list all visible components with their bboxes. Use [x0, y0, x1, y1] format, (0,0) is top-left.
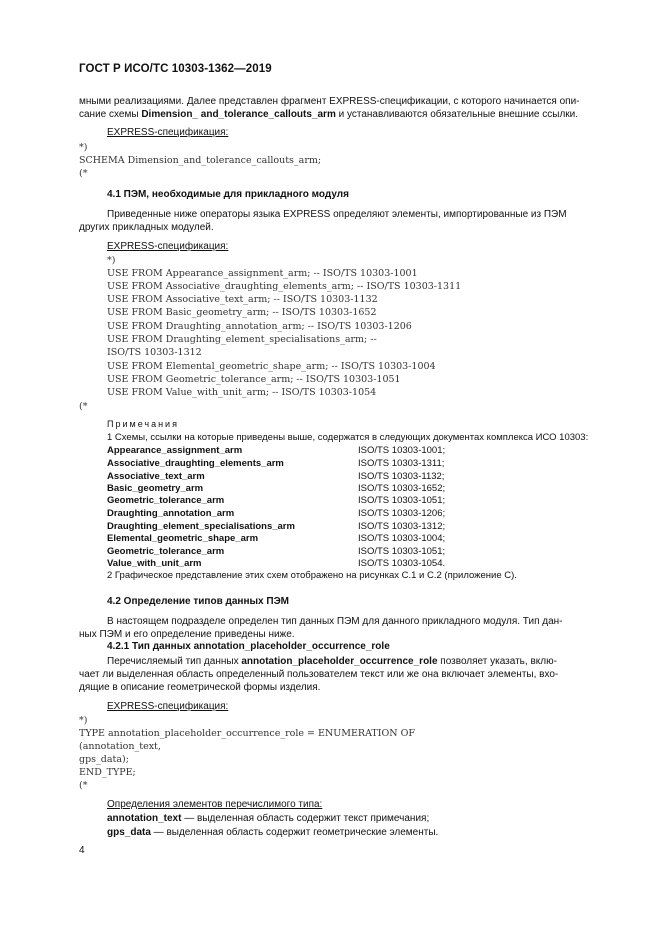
notes-title: Примечания [107, 419, 179, 429]
definition-item [107, 826, 438, 839]
paragraph-line: Приведенные ниже операторы языка EXPRESS определяют элементы, импортированные из ПЭМ [107, 209, 567, 220]
note-schema-doc: ISO/TS 10303-1206; [358, 508, 446, 519]
note-2: 2 Графическое представление этих схем отображено на рисунках C.1 и C.2 (приложение С). [107, 570, 517, 581]
code-line: *) [79, 142, 88, 153]
note-schema-doc: ISO/TS 10303-1004; [358, 533, 446, 544]
paragraph-line: ных ПЭМ и его определение приведены ниже. [79, 629, 295, 640]
paragraph-line: В настоящем подразделе определен тип данных ПЭМ для данного прикладного модуля. Тип дан- [107, 616, 563, 627]
use-statement: USE FROM Geometric_tolerance_arm; -- ISO/TS 10303-1051 [107, 374, 401, 385]
express-spec-label: EXPRESS-спецификация: [107, 701, 229, 712]
code-line: (* [79, 401, 88, 412]
express-spec-label: EXPRESS-спецификация: [107, 127, 229, 138]
note-schema-doc: ISO/TS 10303-1652; [358, 483, 446, 494]
note-schema-doc: ISO/TS 10303-1051; [358, 546, 446, 557]
code-line: *) [107, 255, 116, 266]
note-schema-doc: ISO/TS 10303-1054. [358, 558, 446, 569]
note-schema-name: Value_with_unit_arm [107, 558, 202, 569]
note-schema-doc: ISO/TS 10303-1311; [358, 458, 445, 469]
paragraph-line: других прикладных модулей. [79, 222, 214, 233]
note-schema-doc: ISO/TS 10303-1132; [358, 471, 445, 482]
definition-text: — выделенная область содержит геометрические элементы. [150, 827, 439, 838]
document-header: ГОСТ Р ИСО/ТС 10303-1362—2019 [79, 63, 272, 75]
intro-line-2-prefix: сание схемы [79, 109, 142, 120]
paragraph-line: дящие в описание геометрической формы изделия. [79, 682, 321, 693]
note-schema-name: Associative_draughting_elements_arm [107, 458, 284, 469]
code-line: gps_data); [79, 754, 129, 765]
section-heading: 4.2 Определение типов данных ПЭМ [107, 596, 290, 607]
definition-term: gps_data [107, 827, 151, 838]
use-statement: USE FROM Elemental_geometric_shape_arm; -- ISO/TS 10303-1004 [107, 361, 436, 372]
note-1: 1 Схемы, ссылки на которые приведены выше, содержатся в следующих документах комплекса ИСО 10303: [107, 432, 589, 443]
type-name: annotation_placeholder_occurrence_role [241, 656, 438, 667]
note-schema-name: Basic_geometry_arm [107, 483, 204, 494]
page-number: 4 [79, 845, 85, 856]
paragraph-line [107, 655, 557, 668]
code-line: (* [79, 780, 88, 791]
paragraph-line: чает ли выделенная область определенный пользователем текст или же она включает элементы, вхо- [79, 669, 559, 680]
definition-item [107, 812, 429, 825]
use-statement: USE FROM Associative_draughting_elements_arm; -- ISO/TS 10303-1311 [107, 281, 462, 292]
note-schema-doc: ISO/TS 10303-1001; [358, 445, 446, 456]
note-schema-name: Associative_text_arm [107, 471, 205, 482]
use-statement: ISO/TS 10303-1312 [107, 347, 202, 358]
note-schema-name: Elemental_geometric_shape_arm [107, 533, 259, 544]
code-line: (* [79, 168, 88, 179]
desc-prefix: Перечисляемый тип данных [107, 656, 242, 667]
intro-line-1: мными реализациями. Далее представлен фрагмент EXPRESS-спецификации, с которого начинается опи- [79, 96, 580, 107]
definitions-label: Определения элементов перечислимого типа: [107, 799, 323, 810]
subsection-heading: 4.2.1 Тип данных annotation_placeholder_occurrence_role [107, 641, 390, 652]
desc-suffix: позволяет указать, вклю- [437, 656, 557, 667]
code-line: (annotation_text, [79, 741, 161, 752]
note-schema-name: Geometric_tolerance_arm [107, 546, 225, 557]
note-schema-name: Appearance_assignment_arm [107, 445, 243, 456]
use-statement: USE FROM Draughting_annotation_arm; -- ISO/TS 10303-1206 [107, 321, 412, 332]
code-line: END_TYPE; [79, 767, 136, 778]
note-schema-doc: ISO/TS 10303-1051; [358, 495, 446, 506]
definition-text: — выделенная область содержит текст примечания; [181, 813, 430, 824]
use-statement: USE FROM Basic_geometry_arm; -- ISO/TS 10303-1652 [107, 307, 377, 318]
code-line: *) [79, 715, 88, 726]
code-line: SCHEMA Dimension_and_tolerance_callouts_arm; [79, 155, 322, 166]
use-statement: USE FROM Draughting_element_specialisations_arm; -- [107, 334, 377, 345]
note-schema-name: Draughting_element_specialisations_arm [107, 521, 295, 532]
use-statement: USE FROM Value_with_unit_arm; -- ISO/TS 10303-1054 [107, 387, 377, 398]
definition-term: annotation_text [107, 813, 182, 824]
express-spec-label: EXPRESS-спецификация: [107, 241, 229, 252]
use-statement: USE FROM Appearance_assignment_arm; -- ISO/TS 10303-1001 [107, 268, 418, 279]
note-schema-name: Draughting_annotation_arm [107, 508, 235, 519]
schema-name: Dimension_ and_tolerance_callouts_arm [141, 109, 336, 120]
use-statement: USE FROM Associative_text_arm; -- ISO/TS 10303-1132 [107, 294, 378, 305]
note-schema-doc: ISO/TS 10303-1312; [358, 521, 446, 532]
section-heading: 4.1 ПЭМ, необходимые для прикладного модуля [107, 189, 349, 200]
intro-line-2-suffix: и устанавливаются обязательные внешние ссылки. [335, 109, 579, 120]
code-line: TYPE annotation_placeholder_occurrence_role = ENUMERATION OF [79, 728, 416, 739]
intro-line-2 [79, 108, 578, 121]
note-schema-name: Geometric_tolerance_arm [107, 495, 225, 506]
